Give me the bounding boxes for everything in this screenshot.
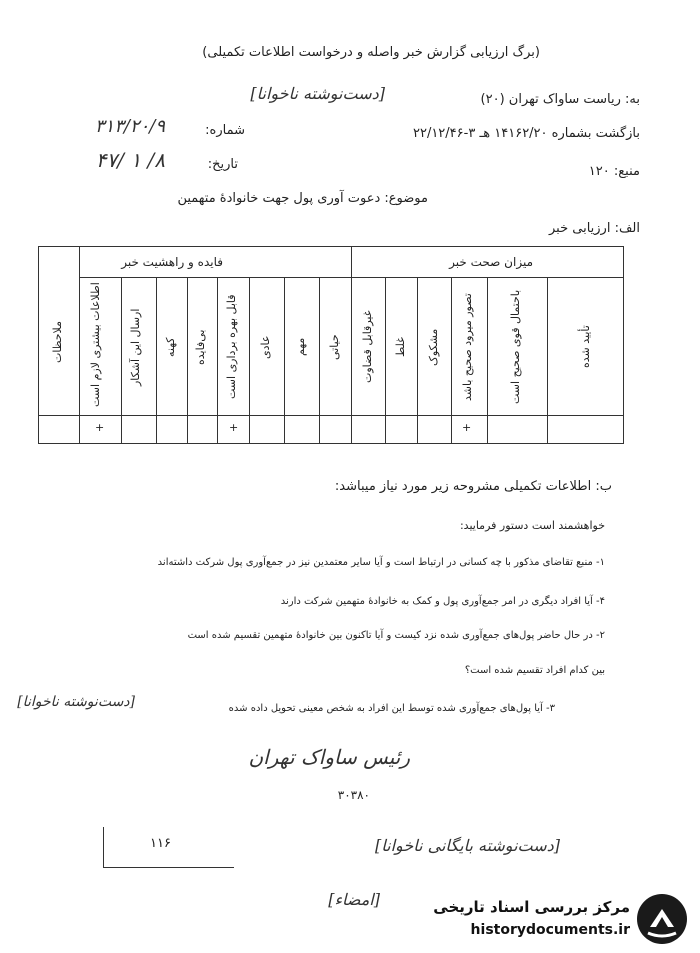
- watermark-site: historydocuments.ir: [470, 922, 630, 938]
- mark-probably-true: +: [462, 421, 472, 434]
- col-send: ارسال این آشکار: [129, 308, 142, 386]
- section-b-heading: ب: اطلاعات تکمیلی مشروحه زیر مورد نیاز میباشد:: [334, 479, 612, 494]
- mark-more-info: +: [95, 421, 105, 434]
- body-line-5: بین کدام افراد تقسیم شده است؟: [464, 665, 605, 676]
- col-more-info: اطلاعات بیشتری لازم است: [89, 282, 102, 407]
- body-line-1: خواهشمند است دستور فرمایید:: [459, 519, 605, 532]
- signature-id: ۳۰۳۸۰: [337, 788, 370, 802]
- body-line-3: ۲- در حال حاضر پول‌های جمع‌آوری شده نزد کیست و آیا تاکنون بین خانوادۀ متهمین تقسیم شده است: [187, 630, 605, 641]
- reply-number: بازگشت بشماره ۱۴۱۶۲/۲۰ هـ ۳-۲۲/۱۲/۴۶: [412, 126, 640, 141]
- to-handwritten: [دست‌نوشته ناخوانا]: [250, 84, 385, 103]
- archive-note: [دست‌نوشته بایگانی ناخوانا]: [375, 836, 560, 855]
- col-likely-true: باحتمال قوی صحیح است: [509, 289, 522, 405]
- col-probably-true: تصور میرود صحیح باشد: [461, 293, 474, 401]
- margin-note: [دست‌نوشته ناخوانا]: [17, 694, 135, 710]
- watermark-org: مرکز بررسی اسناد تاریخی: [433, 898, 630, 916]
- box-number: ۱۱۶: [150, 836, 171, 851]
- col-useless: بی‌فایده: [194, 329, 207, 365]
- group-accuracy: میزان صحت خبر: [449, 255, 533, 269]
- logo-icon: [636, 893, 688, 945]
- group-usefulness: فایده و راهشیت خبر: [121, 255, 223, 269]
- col-vital: حیاتی: [328, 334, 341, 360]
- col-wrong: غلط: [394, 337, 407, 357]
- date-label: تاریخ:: [207, 157, 238, 172]
- bottom-signature: [امضاء]: [328, 890, 380, 909]
- col-normal: عادی: [259, 335, 272, 359]
- col-usable: قابل بهره برداری است: [225, 294, 238, 400]
- body-line-2: ۱- منبع تقاضای مذکور با چه کسانی در ارتباط است و آیا سایر معتمدین نیز در جمع‌آوری پول شرکت داشته‌اند: [157, 557, 605, 568]
- col-confirmed: تأیید شده: [579, 325, 592, 369]
- signature-chief: رئیس ساواک تهران: [248, 745, 410, 769]
- date-value: ۸/ ۱ /۴۷: [95, 148, 165, 172]
- subject-line: موضوع: دعوت آوری پول جهت خانوادۀ متهمین: [177, 191, 428, 206]
- body-line-4: ۳- آیا پول‌های جمع‌آوری شده توسط این افراد به شخص معینی تحویل داده شده: [228, 703, 555, 714]
- number-value: ۳۱۳/۲۰/۹: [94, 116, 165, 137]
- col-doubtful: مشکوک: [427, 328, 440, 366]
- mark-usable: +: [229, 421, 239, 434]
- to-line: به: ریاست ساواک تهران (۲۰): [480, 92, 640, 107]
- number-label: شماره:: [205, 123, 245, 138]
- col-important: مهم: [294, 337, 307, 357]
- section-a-heading: الف: ارزیابی خبر: [548, 221, 640, 236]
- col-remarks: ملاحظات: [51, 321, 64, 363]
- form-title: (برگ ارزیابی گزارش خبر واصله و درخواست اطلاعات تکمیلی): [202, 45, 540, 60]
- col-old: کهنه: [164, 337, 177, 357]
- evaluation-table: [38, 246, 624, 444]
- body-line-6: ۴- آیا افراد دیگری در امر جمع‌آوری پول و کمک به خانوادۀ متهمین شرکت دارند: [280, 596, 605, 607]
- source-line: منبع: ۱۲۰: [588, 164, 640, 179]
- col-unjudgeable: غیرقابل قضاوت: [361, 310, 374, 384]
